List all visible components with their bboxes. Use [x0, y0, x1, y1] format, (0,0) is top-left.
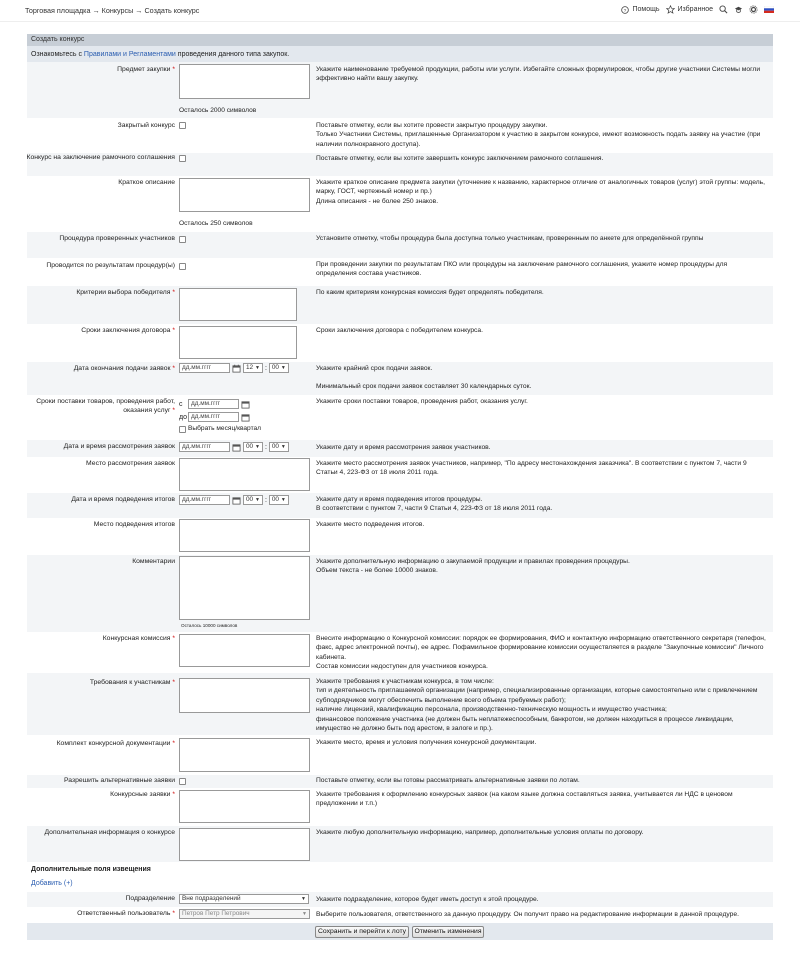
contract-terms-hint: Сроки заключения договора с победителем конкурса.	[316, 327, 483, 334]
closed-checkbox[interactable]	[179, 122, 186, 129]
review-place-textarea[interactable]	[179, 458, 310, 491]
create-tender-panel	[27, 34, 773, 940]
review-hour-value: 00	[246, 443, 254, 450]
review-minute-select[interactable]	[269, 442, 289, 452]
breadcrumb: Торговая площадка → Конкурсы → Создать конкурс	[25, 6, 200, 15]
additional-hint: Укажите любую дополнительную информацию, например, дополнительные условия оплаты по договору.	[316, 829, 644, 836]
cancel-button[interactable]: Отменить изменения	[412, 926, 484, 938]
alternative-checkbox[interactable]	[179, 778, 186, 785]
row-department	[27, 892, 773, 907]
row-results-dt: Дата и время подведения итогов дд.мм.гггг 00 ▼ : 00 ▼ Укажите дату и время подведения итогов процедуры. В соответствии с пунктом 7, части 9 Статьи 4, 223-ФЗ от 18 июля 2011 года.	[27, 493, 773, 518]
gear-icon[interactable]	[749, 5, 758, 14]
results-date-input[interactable]: дд.мм.гггг	[179, 495, 230, 505]
results-place-hint: Укажите место подведения итогов.	[316, 521, 425, 528]
alternative-hint: Поставьте отметку, если вы готовы рассматривать альтернативные заявки по лотам.	[316, 777, 580, 784]
delivery-label: Сроки поставки товаров, проведения работ, оказания услуг	[36, 398, 175, 414]
short-desc-counter: Осталось 250 символов	[179, 220, 253, 227]
closed-hint-2: Только Участники Системы, приглашенные Организатором к участию в закрытом конкурсе, имеют возможность подать заявку на участие (при наличии полнокравного доступа).	[316, 131, 761, 148]
subject-label: Предмет закупки	[117, 66, 171, 73]
verified-label: Процедура проверенных участников	[59, 235, 175, 242]
short-desc-textarea[interactable]	[179, 178, 310, 212]
commission-hint	[316, 634, 768, 672]
comments-counter: Осталось 10000 символов	[181, 623, 238, 628]
extra-fields-title: Дополнительные поля извещения	[31, 866, 151, 873]
user-hat-icon[interactable]	[734, 5, 743, 14]
by-results-checkbox[interactable]	[179, 263, 186, 270]
month-quarter-checkbox[interactable]	[179, 426, 186, 433]
row-requirements: Требования к участникам * Укажите требования к участникам конкурса, в том числе: тип и деятельность приглашаемой организации (например, специализированные организации, которые самостоятельно или с привлечением субподрядчиков могут обеспечить выполнение всего объема требуемых работ); наличие лицензий, квалификацию персонала, производственно-техническую мощность и имущество участника; финансовое положение участника (не должен быть неплатежеспособным, банкротом, не должен находиться в процессе ликвидации, имущество не должно быть под арестом, в залоге и пр.).	[27, 673, 773, 735]
row-review-place	[27, 457, 773, 493]
row-criteria: Критерии выбора победителя * По каким критериям конкурсная комиссия будет определять победителя.	[27, 286, 773, 324]
framework-hint: Поставьте отметку, если вы хотите завершить конкурс заключением рамочного соглашения.	[316, 155, 604, 162]
delivery-from-label: с	[179, 401, 183, 408]
comments-hint-1: Укажите дополнительную информацию о закупаемой продукции и правилах проведения процедуры.	[316, 558, 630, 565]
requirements-hint-3: наличие лицензий, квалификацию персонала, производственно-техническую мощность и имущество участника;	[316, 706, 667, 714]
row-verified	[27, 232, 773, 258]
results-dt-hint-1: Укажите дату и время подведения итогов процедуры.	[316, 496, 483, 503]
delivery-to-label: до	[179, 414, 187, 421]
chevron-down-icon: ▼	[280, 497, 286, 503]
top-bar	[0, 0, 800, 22]
department-hint: Укажите подразделение, которое будет иметь доступ к этой процедуре.	[316, 896, 539, 903]
favorites-label: Избранное	[677, 6, 713, 13]
row-bids: Конкурсные заявки * Укажите требования к оформлению конкурсных заявок (на каком языке должна составляться заявка, учитывается ли НДС в ценовом предложении и т.п.)	[27, 788, 773, 826]
short-desc-label: Краткое описание	[118, 179, 175, 186]
search-icon[interactable]	[719, 5, 728, 14]
results-dt-hint-2: В соответствии с пунктом 7, части 9 Статьи 4, 223-ФЗ от 18 июля 2011 года.	[316, 505, 553, 513]
row-by-results	[27, 258, 773, 286]
delivery-hint: Укажите сроки поставки товаров, проведения работ, оказания услуг.	[316, 398, 528, 405]
review-minute-value: 00	[271, 443, 279, 450]
requirements-textarea[interactable]	[179, 678, 310, 713]
commission-hint-2: Состав комиссии недоступен для участников конкурса.	[316, 663, 488, 671]
by-results-hint: При проведении закупки по результатам ПКО или процедуры на заключение рамочного соглашения, укажите номер процедуры для определения состава участников.	[316, 261, 728, 278]
results-place-textarea[interactable]	[179, 519, 310, 552]
bids-label: Конкурсные заявки	[110, 791, 171, 798]
delivery-to-input[interactable]: дд.мм.гггг	[188, 412, 239, 422]
contract-terms-textarea[interactable]	[179, 326, 297, 359]
intro-post: проведения данного типа закупок.	[175, 51, 290, 58]
deadline-hint-2: Минимальный срок подачи заявок составляет 30 календарных суток.	[316, 383, 532, 391]
short-desc-hint-2: Длина описания - не более 250 знаков.	[316, 197, 439, 205]
alternative-label: Разрешить альтернативные заявки	[63, 777, 175, 784]
calendar-icon[interactable]	[232, 364, 241, 373]
row-short-desc	[27, 176, 773, 232]
review-place-hint: Укажите место рассмотрения заявок участников, например, "По адресу местонахождения заказчика". В соответствии с пунктом 7, части 9 Статьи 4, 223-ФЗ от 18 июля 2011 года.	[316, 460, 747, 477]
save-button[interactable]: Сохранить и перейти к лоту	[315, 926, 409, 938]
row-comments	[27, 555, 773, 632]
review-hour-select[interactable]	[243, 442, 263, 452]
requirements-hint-4: финансовое положение участника (не должен быть неплатежеспособным, банкротом, не должен находиться в процессе ликвидации, имущество не должно быть под арестом, в залоге и пр.).	[316, 715, 734, 733]
deadline-hour-value: 12	[246, 364, 254, 371]
row-framework	[27, 153, 773, 176]
comments-hint-2: Объем текста - не более 10000 знаков.	[316, 567, 438, 575]
closed-hint	[316, 121, 768, 149]
closed-hint-1: Поставьте отметку, если вы хотите провести закрытую процедуру закупки.	[316, 122, 548, 129]
requirements-hint	[316, 677, 768, 733]
contract-terms-label: Сроки заключения договора	[81, 327, 171, 334]
help-icon	[621, 6, 629, 14]
deadline-date-input[interactable]: дд.мм.гггг	[179, 363, 230, 373]
department-select[interactable]	[179, 894, 309, 904]
chevron-down-icon: ▼	[302, 911, 307, 917]
svg-text:?: ?	[624, 8, 627, 14]
review-dt-label: Дата и время рассмотрения заявок	[63, 443, 175, 450]
verified-checkbox[interactable]	[179, 236, 186, 243]
calendar-icon[interactable]	[232, 443, 241, 452]
criteria-textarea[interactable]	[179, 288, 297, 321]
rules-link[interactable]: Правилами и Регламентами	[83, 51, 176, 58]
help-label: Помощь	[632, 6, 660, 13]
docs-textarea[interactable]	[179, 738, 310, 772]
additional-label: Дополнительная информация о конкурсе	[44, 829, 175, 836]
row-closed	[27, 118, 773, 153]
closed-label: Закрытый конкурс	[117, 122, 175, 129]
flag-ru-icon[interactable]	[764, 6, 774, 13]
month-quarter-label: Выбрать месяц/квартал	[188, 425, 262, 432]
chevron-down-icon: ▼	[280, 444, 286, 450]
results-hour-select[interactable]	[243, 495, 263, 505]
review-dt-hint: Укажите дату и время рассмотрения заявок участников.	[316, 444, 491, 451]
commission-hint-1: Внесите информацию о Конкурсной комиссии: порядок ее формирования, ФИО и контактную информацию ответственного секретаря (телефон, факс, адрес электронной почты), ее адрес. Пофамильное формирование комиссии осуществляется в разделе "Закупочные комиссии" Личного кабинета.	[316, 635, 766, 661]
delivery-from-input[interactable]: дд.мм.гггг	[188, 399, 239, 409]
requirements-hint-1: Укажите требования к участникам конкурса, в том числе:	[316, 678, 494, 685]
comments-label: Комментарии	[132, 558, 175, 565]
deadline-label: Дата окончания подачи заявок	[73, 365, 171, 372]
row-subject: Предмет закупки * Осталось 2000 символов Укажите наименование требуемой продукции, работы или услуги. Избегайте сложных формулировок, чтобы другие участники Системы могли эффективно найти вашу закупку.	[27, 62, 773, 118]
results-hour-value: 00	[246, 496, 254, 503]
calendar-icon[interactable]	[232, 496, 241, 505]
intro-text	[31, 51, 289, 58]
chevron-down-icon: ▼	[255, 365, 260, 371]
requirements-hint-2: тип и деятельность приглашаемой организации (например, специализированные организации, которые самостоятельно или с привлечением субподрядчиков могут обеспечить выполнение всего объема требуемых работ);	[316, 687, 758, 704]
verified-hint: Установите отметку, чтобы процедура была доступна только участникам, проверенным по анкете для определённой группы	[316, 235, 704, 242]
by-results-label: Проводится по результатам процедур(ы)	[46, 262, 175, 269]
intro-pre: Ознакомьтесь с	[31, 51, 84, 58]
calendar-icon[interactable]	[241, 413, 250, 422]
chevron-down-icon: ▼	[255, 444, 260, 450]
subject-counter: Осталось 2000 символов	[179, 107, 257, 114]
subject-hint: Укажите наименование требуемой продукции, работы или услуги. Избегайте сложных формулировок, чтобы другие участники Системы могли эффективно найти вашу закупку.	[316, 66, 761, 83]
requirements-label: Требования к участникам	[89, 679, 171, 686]
subject-textarea[interactable]	[179, 64, 310, 99]
results-dt-hint	[316, 495, 768, 514]
short-desc-hint	[316, 178, 768, 206]
favorites-link[interactable]	[666, 5, 713, 14]
row-responsible: Ответственный пользователь * Петров Петр Петрович ▼ Выберите пользователя, ответственного за данную процедуру. Он получит право на редактирование информации в данной процедуре.	[27, 907, 773, 923]
responsible-label: Ответственный пользователь	[77, 910, 171, 917]
framework-checkbox[interactable]	[179, 155, 186, 162]
results-dt-label: Дата и время подведения итогов	[71, 496, 175, 503]
commission-textarea[interactable]	[179, 634, 310, 667]
deadline-minute-value: 00	[271, 364, 279, 371]
docs-hint: Укажите место, время и условия получения конкурсной документации.	[316, 739, 537, 746]
comments-hint	[316, 557, 768, 576]
additional-textarea[interactable]	[179, 828, 310, 861]
row-delivery: Сроки поставки товаров, проведения работ, оказания услуг * с дд.мм.гггг до дд.мм.гггг Выбрать месяц/квартал Укажите сроки поставки товаров, проведения работ, оказания услуг.	[27, 395, 773, 440]
results-minute-select[interactable]	[269, 495, 289, 505]
bids-hint: Укажите требования к оформлению конкурсных заявок (на каком языке должна составляться заявка, учитывается ли НДС в ценовом предложении и т.п.)	[316, 791, 733, 808]
row-commission: Конкурсная комиссия * Внесите информацию о Конкурсной комиссии: порядок ее формирования, ФИО и контактную информацию ответственного секретаря (телефон, факс, адрес электронной почты), ее адрес. Пофамильное формирование комиссии осуществляется в разделе "Закупочные комиссии" Личного кабинета. Состав комиссии недоступен для участников конкурса.	[27, 632, 773, 673]
department-value: Вне подразделений	[182, 895, 241, 902]
bids-textarea[interactable]	[179, 790, 310, 823]
deadline-minute-select[interactable]	[269, 363, 289, 373]
department-label: Подразделение	[125, 895, 175, 902]
row-contract-terms: Сроки заключения договора * Сроки заключения договора с победителем конкурса.	[27, 324, 773, 362]
row-alternative	[27, 775, 773, 788]
toolbar	[621, 5, 774, 14]
criteria-hint: По каким критериям конкурсная комиссия будет определять победителя.	[316, 289, 544, 296]
row-additional	[27, 826, 773, 864]
row-deadline: Дата окончания подачи заявок * дд.мм.гггг 12 ▼ : 00 ▼ Укажите крайний срок подачи заявок. Минимальный срок подачи заявок составляет 30 календарных суток.	[27, 362, 773, 395]
chevron-down-icon: ▼	[280, 365, 286, 371]
responsible-value: Петров Петр Петрович	[182, 910, 250, 917]
calendar-icon[interactable]	[241, 400, 250, 409]
short-desc-hint-1: Укажите краткое описание предмета закупки (уточнение к названию, характерное отличие от аналогичных товаров (услуг) этой группы: модель, марку, ГОСТ, чертежный номер и пр.)	[316, 179, 765, 196]
deadline-hint	[316, 364, 768, 392]
commission-label: Конкурсная комиссия	[102, 635, 171, 642]
review-place-label: Место рассмотрения заявок	[86, 460, 175, 467]
row-docs: Комплект конкурсной документации * Укажите место, время и условия получения конкурсной документации.	[27, 735, 773, 775]
chevron-down-icon: ▼	[255, 497, 260, 503]
framework-label: Конкурс на заключение рамочного соглашения	[26, 154, 175, 161]
chevron-down-icon: ▼	[301, 896, 306, 902]
deadline-hint-1: Укажите крайний срок подачи заявок.	[316, 365, 433, 372]
help-link[interactable]	[621, 6, 659, 14]
star-icon	[666, 5, 675, 14]
criteria-label: Критерии выбора победителя	[76, 289, 171, 296]
review-date-input[interactable]: дд.мм.гггг	[179, 442, 230, 452]
deadline-hour-select[interactable]	[243, 363, 263, 373]
results-place-label: Место подведения итогов	[93, 521, 175, 528]
docs-label: Комплект конкурсной документации	[56, 740, 171, 747]
responsible-hint: Выберите пользователя, ответственного за данную процедуру. Он получит право на редактирование информации в данной процедуре.	[316, 911, 739, 918]
row-review-dt: Дата и время рассмотрения заявок дд.мм.гггг 00 ▼ : 00 ▼ Укажите дату и время рассмотрения заявок участников.	[27, 440, 773, 457]
responsible-select[interactable]	[179, 909, 310, 919]
panel-title: Создать конкурс	[27, 34, 773, 46]
add-field-link[interactable]: Добавить (+)	[31, 880, 73, 887]
comments-textarea[interactable]	[179, 556, 310, 620]
results-minute-value: 00	[271, 496, 279, 503]
row-results-place	[27, 518, 773, 555]
